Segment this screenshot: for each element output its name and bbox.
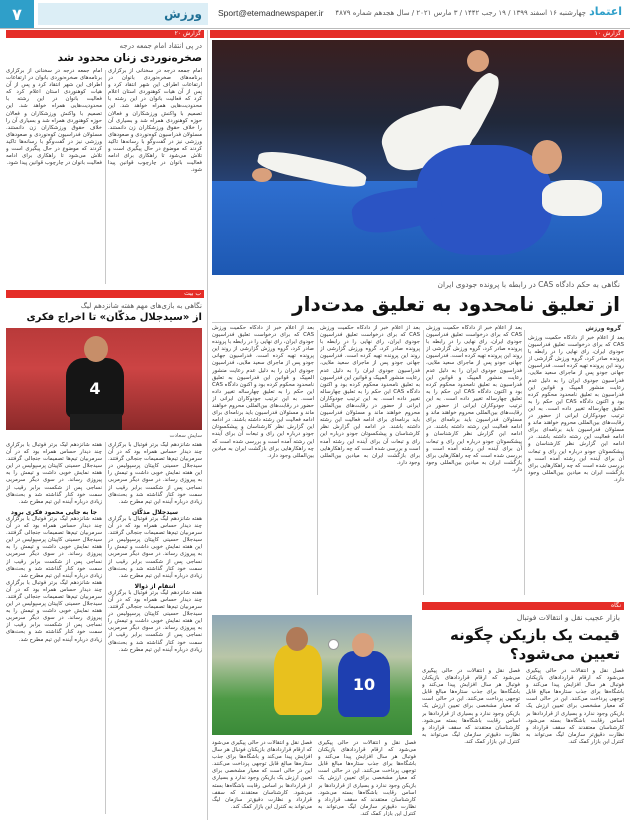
left-mid-body-1: هفته شانزدهم لیگ برتر فوتبال با برگزاری چند دیدار حساس همراه بود که در آن سرمربیان تیم‌ها تصمیمات جنجالی گرفتند. سیدجلال حسینی کاپیتان پرسپولیس در این هفته نمایش خوبی داشت و تیمش را به پیروزی رساند. در سوی دیگر سرمربی نساجی پس از شکست برابر رقیب از سمت خود کنار گذاشته شد و بحث‌های زیادی درباره آینده این تیم مطرح شد. [108, 442, 202, 505]
main-body-3: بعد از اعلام خبر از دادگاه حکمیت ورزش CAS که برای درخواست تعلیق فدراسیون جودوی ایران، رای نهایی را در رابطه با پرونده صادر کرد، گروه ورزش گزارشی از روند این پرونده تهیه کرده است. فدراسیون جهانی جودو پس از ماجرای سعید ملایی، فدراسیون جودوی ایران را به دلیل عدم رعایت منشور المپیک و قوانین این فدراسیون به تعلیق نامحدود محکوم کرده بود و اکنون دادگاه CAS این حکم را به تعلیق چهارساله تغییر داده است. به این ترتیب جودوکاران ایرانی از حضور در رقابت‌های بین‌المللی محروم خواهند ماند و مسئولان فدراسیون باید برنامه‌ای برای ادامه فعالیت این رشته داشته باشند. در ادامه این گزارش نظر کارشناسان و پیشکسوتان جودو درباره این رای و تبعات آن برای آینده این رشته آمده است و بررسی شده است که چه راهکارهایی برای بازگشت ایران به میادین بین‌المللی وجود دارد. [320, 325, 420, 466]
left-mid-headline: از «سیدجلال مذکّان» تا اخراج فکری [26, 312, 202, 323]
blue-judoka-head [532, 140, 562, 174]
left-mid-body-2b: هفته شانزدهم لیگ برتر فوتبال با برگزاری چند دیدار حساس همراه بود که در آن سرمربیان تیم‌ها تصمیمات جنجالی گرفتند. سیدجلال حسینی کاپیتان پرسپولیس در این هفته نمایش خوبی داشت و تیمش را به پیروزی رساند. در سوی دیگر سرمربی نساجی پس از شکست برابر رقیب از سمت خود کنار گذاشته شد و بحث‌های زیادی درباره آینده این تیم مطرح شد. [6, 515, 102, 579]
section-title: ورزش [38, 3, 208, 25]
label-glance: نگاه [422, 602, 624, 610]
judo-photo [212, 40, 624, 275]
left-top-col-1 [108, 68, 202, 286]
left-mid-col-2 [6, 442, 102, 816]
bottom-body-3: فصل نقل و انتقالات در حالی پیگیری می‌شود که ارقام قراردادهای بازیکنان فوتبال هر سال افزایش پیدا می‌کند و باشگاه‌ها برای جذب ستاره‌ها مبالغ قابل توجهی پرداخت می‌کنند. این در حالی است که معیار مشخصی برای تعیین ارزش یک بازیکن وجود ندارد و بسیاری از قراردادها بر اساس رقابت باشگاه‌ها بسته می‌شود. کارشناسان معتقدند که سقف قرارداد و نظارت دقیق‌تر سازمان لیگ می‌تواند به کنترل این بازار کمک کند. [318, 740, 416, 816]
left-mid-rule [105, 442, 106, 814]
label-baseball: ب بیت [6, 290, 204, 298]
bottom-body-1: فصل نقل و انتقالات در حالی پیگیری می‌شود که ارقام قراردادهای بازیکنان فوتبال هر سال افزایش پیدا می‌کند و باشگاه‌ها برای جذب ستاره‌ها مبالغ قابل توجهی پرداخت می‌کنند. این در حالی است که معیار مشخصی برای تعیین ارزش یک بازیکن وجود ندارد و بسیاری از قراردادها بر اساس رقابت باشگاه‌ها بسته می‌شود. کارشناسان معتقدند که سقف قرارداد و نظارت دقیق‌تر سازمان لیگ می‌تواند به کنترل این بازار کمک کند. [526, 668, 624, 745]
left-mid-col-1 [108, 442, 202, 816]
main-col-rule-3 [317, 330, 318, 595]
bottom-body-4: فصل نقل و انتقالات در حالی پیگیری می‌شود که ارقام قراردادهای بازیکنان فوتبال هر سال افزایش پیدا می‌کند و باشگاه‌ها برای جذب ستاره‌ها مبالغ قابل توجهی پرداخت می‌کنند. این در حالی است که معیار مشخصی برای تعیین ارزش یک بازیکن وجود ندارد و بسیاری از قراردادها بر اساس رقابت باشگاه‌ها بسته می‌شود. کارشناسان معتقدند که سقف قرارداد و نظارت دقیق‌تر سازمان لیگ می‌تواند به کنترل این بازار کمک کند. [212, 740, 312, 810]
football-ball [328, 639, 339, 650]
label-report-left: گزارش ۲۰ [6, 30, 204, 38]
page-number: ۷ [0, 0, 34, 28]
main-body-1: بعد از اعلام خبر از دادگاه حکمیت ورزش CAS که برای درخواست تعلیق فدراسیون جودوی ایران، رای نهایی را در رابطه با پرونده صادر کرد، گروه ورزش گزارشی از روند این پرونده تهیه کرده است. فدراسیون جهانی جودو پس از ماجرای سعید ملایی، فدراسیون جودوی ایران را به دلیل عدم رعایت منشور المپیک و قوانین این فدراسیون به تعلیق نامحدود محکوم کرده بود و اکنون دادگاه CAS این حکم را به تعلیق چهارساله تغییر داده است. به این ترتیب جودوکاران ایرانی از حضور در رقابت‌های بین‌المللی محروم خواهند ماند و مسئولان فدراسیون باید برنامه‌ای برای ادامه فعالیت این رشته داشته باشند. در ادامه این گزارش نظر کارشناسان و پیشکسوتان جودو درباره این رای و تبعات آن برای آینده این رشته آمده است و بررسی شده است که چه راهکارهایی برای بازگشت ایران به میادین بین‌المللی وجود دارد. [528, 335, 624, 483]
match-photo [212, 615, 412, 735]
main-col-rule-2 [423, 330, 424, 595]
left-mid-body-2: هفته شانزدهم لیگ برتر فوتبال با برگزاری چند دیدار حساس همراه بود که در آن سرمربیان تیم‌ها تصمیمات جنجالی گرفتند. سیدجلال حسینی کاپیتان پرسپولیس در این هفته نمایش خوبی داشت و تیمش را به پیروزی رساند. در سوی دیگر سرمربی نساجی پس از شکست برابر رقیب از سمت خود کنار گذاشته شد و بحث‌های زیادی درباره آینده این تیم مطرح شد. [6, 442, 102, 505]
main-headline: از تعلیق نامحدود به تعلیق مدت‌دار [292, 292, 620, 316]
blue-player [338, 651, 390, 717]
left-top-headline: صخره‌نوردی زنان محدود شد [57, 52, 202, 64]
left-mid-kicker: نگاهی به بازی‌های مهم هفته شانزدهم لیگ [80, 302, 202, 310]
yellow-player-head [286, 627, 308, 651]
subhead-fekri: جا به جایی محمود فکری برود [10, 508, 98, 516]
left-mid-body-1c: هفته شانزدهم لیگ برتر فوتبال با برگزاری چند دیدار حساس همراه بود که در آن سرمربیان تیم‌ها تصمیمات جنجالی گرفتند. سیدجلال حسینی کاپیتان پرسپولیس در این هفته نمایش خوبی داشت و تیمش را به پیروزی رساند. در سوی دیگر سرمربی نساجی پس از شکست برابر رقیب از سمت خود کنار گذاشته شد و بحث‌های زیادی درباره آینده این تیم مطرح شد. [108, 589, 202, 653]
blue-player-head [352, 633, 374, 657]
main-kicker: نگاهی به حکم دادگاه CAS در رابطه با پرونده جودوی ایران [437, 280, 620, 289]
white-judoka-arm [542, 180, 602, 216]
left-top-body-2: امام جمعه درجه در سخنانی از برگزاری برنامه‌های صخره‌نوردی بانوان در ارتفاعات اطراف این شهر انتقاد کرد و پس از آن هیات کوهنوردی استان اعلام کرد که فعالیت بانوان در این رشته با محدودیت‌هایی همراه خواهد شد. این تصمیم با واکنش ورزشکاران و فعالان حوزه کوهنوردی همراه شد و بسیاری آن را خلاف حقوق ورزشکاران زن دانستند. مسئولان فدراسیون کوه‌نوردی و صعودهای ورزشی نیز در گفت‌وگو با رسانه‌ها تاکید کردند که موضوع در حال پیگیری است و تلاش می‌شود تا راهکاری برای ادامه فعالیت بانوان در چارچوب قوانین پیدا شود. [6, 68, 102, 167]
player-head [84, 336, 108, 362]
bottom-kicker: بازار عجیب نقل و انتقالات فوتبال [516, 613, 620, 622]
player-shirt [66, 358, 124, 418]
dateline: چهارشنبه ۱۶ اسفند ۱۳۹۹ / ۱۹ رجب ۱۴۴۲ / ۳ مارس ۲۰۲۱ / سال هجدهم شماره ۴۸۷۹ [335, 9, 586, 17]
football-photo [6, 328, 202, 430]
jersey-number-10: 10 [352, 674, 376, 694]
left-mid-body-2c: هفته شانزدهم لیگ برتر فوتبال با برگزاری چند دیدار حساس همراه بود که در آن سرمربیان تیم‌ها تصمیمات جنجالی گرفتند. سیدجلال حسینی کاپیتان پرسپولیس در این هفته نمایش خوبی داشت و تیمش را به پیروزی رساند. در سوی دیگر سرمربی نساجی پس از شکست برابر رقیب از سمت خود کنار گذاشته شد و بحث‌های زیادی درباره آینده این تیم مطرح شد. [6, 579, 102, 643]
main-col-2 [426, 325, 522, 597]
main-col-rule-1 [524, 330, 525, 595]
white-judoka-foot [467, 50, 489, 72]
left-top-rule [105, 70, 106, 284]
newspaper-logo: اعتماد [589, 5, 622, 18]
bottom-headline: قیمت یک بازیکن چگونه تعیین می‌شود؟ [450, 626, 620, 663]
yellow-player [274, 645, 322, 715]
bottom-col-4 [212, 740, 312, 816]
left-top-col-2 [6, 68, 102, 286]
bottom-col-3 [318, 740, 416, 816]
subhead-zola: انتقام از ذوالا [134, 582, 176, 590]
label-report-right: گزارش ۱۰ [210, 30, 624, 38]
header-bar [0, 0, 630, 29]
main-rule [212, 322, 624, 323]
bottom-col-1 [526, 668, 624, 816]
main-col-4 [212, 325, 314, 597]
bottom-body-2: فصل نقل و انتقالات در حالی پیگیری می‌شود که ارقام قراردادهای بازیکنان فوتبال هر سال افزایش پیدا می‌کند و باشگاه‌ها برای جذب ستاره‌ها مبالغ قابل توجهی پرداخت می‌کنند. این در حالی است که معیار مشخصی برای تعیین ارزش یک بازیکن وجود ندارد و بسیاری از قراردادها بر اساس رقابت باشگاه‌ها بسته می‌شود. کارشناسان معتقدند که سقف قرارداد و نظارت دقیق‌تر سازمان لیگ می‌تواند به کنترل این بازار کمک کند. [422, 668, 520, 745]
left-top-kicker: در پی انتقاد امام جمعه درجه [119, 42, 202, 50]
white-judoka-foot2 [252, 168, 272, 182]
football-caption: سایش سعادت [169, 433, 202, 439]
subhead-jalal: سیدجلال مذکّان [131, 508, 179, 516]
main-col-3 [320, 325, 420, 597]
email-link[interactable]: Sport@etemadnewspaper.ir [218, 8, 324, 18]
jersey-number-4: 4 [89, 378, 101, 398]
left-top-body-1: امام جمعه درجه در سخنانی از برگزاری برنامه‌های صخره‌نوردی بانوان در ارتفاعات اطراف این شهر انتقاد کرد و پس از آن هیات کوهنوردی استان اعلام کرد که فعالیت بانوان در این رشته با محدودیت‌هایی همراه خواهد شد. این تصمیم با واکنش ورزشکاران و فعالان حوزه کوهنوردی همراه شد و بسیاری آن را خلاف حقوق ورزشکاران زن دانستند. مسئولان فدراسیون کوه‌نوردی و صعودهای ورزشی نیز در گفت‌وگو با رسانه‌ها تاکید کردند که موضوع در حال پیگیری است و تلاش می‌شود تا راهکاری برای ادامه فعالیت بانوان در چارچوب قوانین پیدا شود. [108, 68, 202, 174]
column-divider [207, 30, 208, 820]
bottom-col-2 [422, 668, 520, 816]
main-col-1 [528, 335, 624, 597]
label-group: گروه ورزش [560, 325, 624, 333]
player-shorts [70, 414, 122, 430]
main-body-4: بعد از اعلام خبر از دادگاه حکمیت ورزش CAS که برای درخواست تعلیق فدراسیون جودوی ایران، رای نهایی را در رابطه با پرونده صادر کرد، گروه ورزش گزارشی از روند این پرونده تهیه کرده است. فدراسیون جهانی جودو پس از ماجرای سعید ملایی، فدراسیون جودوی ایران را به دلیل عدم رعایت منشور المپیک و قوانین این فدراسیون به تعلیق نامحدود محکوم کرده بود و اکنون دادگاه CAS این حکم را به تعلیق چهارساله تغییر داده است. به این ترتیب جودوکاران ایرانی از حضور در رقابت‌های بین‌المللی محروم خواهند ماند و مسئولان فدراسیون باید برنامه‌ای برای ادامه فعالیت این رشته داشته باشند. در ادامه این گزارش نظر کارشناسان و پیشکسوتان جودو درباره این رای و تبعات آن برای آینده این رشته آمده است و بررسی شده است که چه راهکارهایی برای بازگشت ایران به میادین بین‌المللی وجود دارد. [212, 325, 314, 459]
main-body-2: بعد از اعلام خبر از دادگاه حکمیت ورزش CAS که برای درخواست تعلیق فدراسیون جودوی ایران، رای نهایی را در رابطه با پرونده صادر کرد، گروه ورزش گزارشی از روند این پرونده تهیه کرده است. فدراسیون جهانی جودو پس از ماجرای سعید ملایی، فدراسیون جودوی ایران را به دلیل عدم رعایت منشور المپیک و قوانین این فدراسیون به تعلیق نامحدود محکوم کرده بود و اکنون دادگاه CAS این حکم را به تعلیق چهارساله تغییر داده است. به این ترتیب جودوکاران ایرانی از حضور در رقابت‌های بین‌المللی محروم خواهند ماند و مسئولان فدراسیون باید برنامه‌ای برای ادامه فعالیت این رشته داشته باشند. در ادامه این گزارش نظر کارشناسان و پیشکسوتان جودو درباره این رای و تبعات آن برای آینده این رشته آمده است و بررسی شده است که چه راهکارهایی برای بازگشت ایران به میادین بین‌المللی وجود دارد. [426, 325, 522, 473]
left-mid-body-1b: هفته شانزدهم لیگ برتر فوتبال با برگزاری چند دیدار حساس همراه بود که در آن سرمربیان تیم‌ها تصمیمات جنجالی گرفتند. سیدجلال حسینی کاپیتان پرسپولیس در این هفته نمایش خوبی داشت و تیمش را به پیروزی رساند. در سوی دیگر سرمربی نساجی پس از شکست برابر رقیب از سمت خود کنار گذاشته شد و بحث‌های زیادی درباره آینده این تیم مطرح شد. [108, 515, 202, 579]
